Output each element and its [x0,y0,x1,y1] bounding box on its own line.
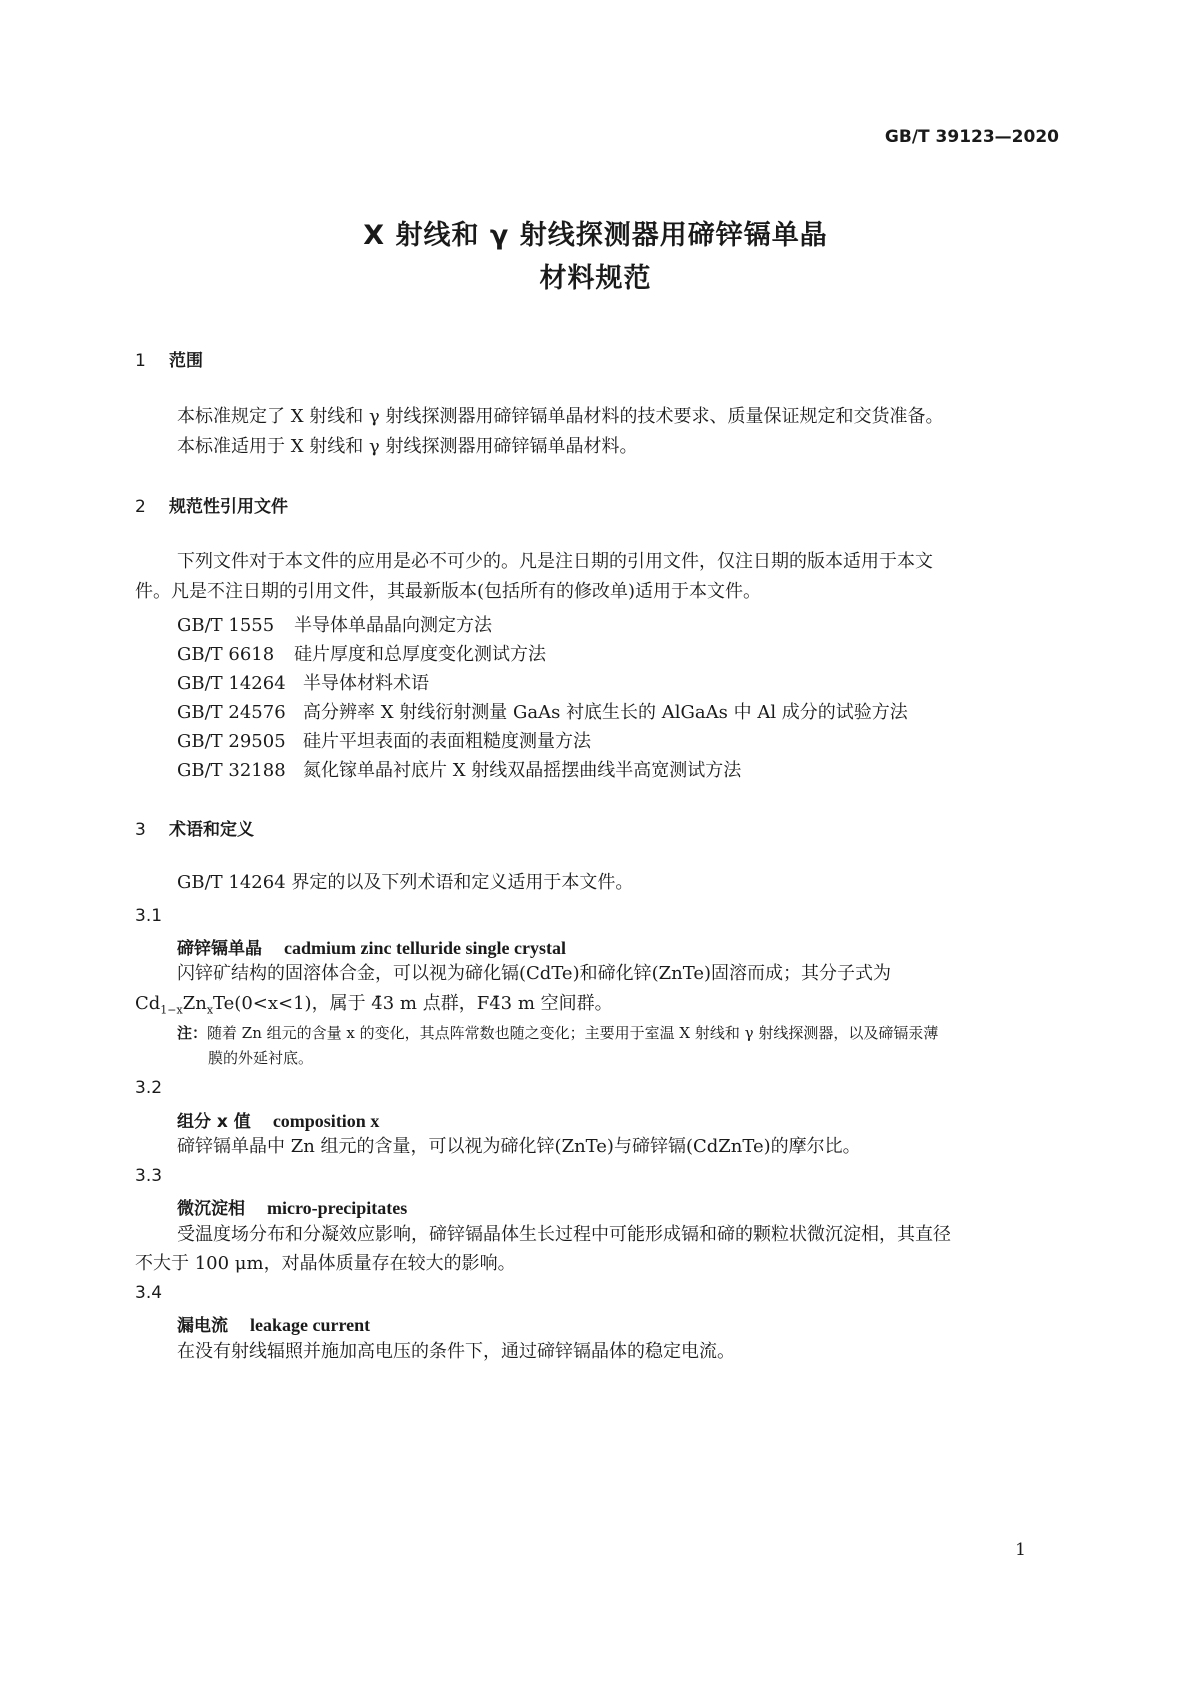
term-heading [177,1194,407,1219]
document-title-line1: X 射线和 γ 射线探测器用碲锌镉单晶 [363,220,828,251]
reference-item [177,669,429,695]
reference-title: 氮化镓单晶衬底片 X 射线双晶摇摆曲线半高宽测试方法 [303,760,742,781]
section-3-intro: GB/T 14264 界定的以及下列术语和定义适用于本文件。 [177,872,634,893]
reference-item [177,698,908,724]
term-zh: 组分 x 值 [177,1112,251,1132]
section-2-heading [135,492,288,517]
reference-code: GB/T 1555 [177,615,275,636]
reference-title: 高分辨率 X 射线衍射测量 GaAs 衬底生长的 AlGaAs 中 Al 成分的试验方法 [303,702,908,723]
note-text: 随着 Zn 组元的含量 x 的变化，其点阵常数也随之变化；主要用于室温 X 射线和 γ 射线探测器，以及碲镉汞薄 [207,1024,939,1042]
term-en: leakage current [250,1315,371,1335]
section-title: 术语和定义 [169,820,254,840]
term-note-line1 [177,1020,938,1046]
reference-code: GB/T 24576 [177,702,286,723]
section-number: 1 [135,351,146,371]
section-1-heading [135,346,203,371]
reference-code: GB/T 14264 [177,673,286,694]
formula-zn: Zn [182,993,207,1014]
term-en: composition x [272,1111,380,1131]
term-number: 3.2 [135,1078,163,1098]
formula-rest: Te(0<x<1)，属于 4̄3 m 点群，F4̄3 m 空间群。 [213,993,613,1014]
term-en: cadmium zinc telluride single crystal [284,938,566,958]
note-label: 注： [177,1024,208,1042]
term-definition-line2: 不大于 100 μm，对晶体质量存在较大的影响。 [135,1253,516,1274]
section-number: 3 [135,820,146,840]
document-title-line2: 材料规范 [539,263,652,294]
term-heading [177,934,566,959]
reference-item [177,640,546,666]
reference-item [177,756,741,782]
page-number: 1 [1015,1540,1026,1560]
term-definition-line1: 碲锌镉单晶中 Zn 组元的含量，可以视为碲化锌(ZnTe)与碲锌镉(CdZnTe)的摩尔比。 [177,1136,861,1157]
term-definition-line1: 在没有射线辐照并施加高电压的条件下，通过碲锌镉晶体的稳定电流。 [177,1341,735,1362]
section-2-intro-line2: 件。凡是不注日期的引用文件，其最新版本(包括所有的修改单)适用于本文件。 [135,581,762,602]
reference-title: 硅片厚度和总厚度变化测试方法 [294,644,546,665]
reference-code: GB/T 29505 [177,731,286,752]
term-number: 3.1 [135,906,163,926]
term-zh: 微沉淀相 [177,1199,245,1219]
term-heading [177,1107,379,1132]
reference-item [177,611,492,637]
section-1-paragraph-2: 本标准适用于 X 射线和 γ 射线探测器用碲锌镉单晶材料。 [177,436,638,457]
reference-code: GB/T 32188 [177,760,286,781]
term-definition-line1: 受温度场分布和分凝效应影响，碲锌镉晶体生长过程中可能形成镉和碲的颗粒状微沉淀相，其直径 [177,1224,951,1245]
section-title: 范围 [169,351,203,371]
formula-cd: Cd [135,993,161,1014]
term-definition-line1: 闪锌矿结构的固溶体合金，可以视为碲化镉(CdTe)和碲化锌(ZnTe)固溶而成；其分子式为 [177,963,892,984]
term-heading [177,1311,370,1336]
section-title: 规范性引用文件 [169,497,288,517]
term-note-line2: 膜的外延衬底。 [208,1049,314,1067]
formula-subscript: x [206,1003,214,1017]
term-number: 3.3 [135,1166,163,1186]
reference-item [177,727,591,753]
section-2-intro-line1: 下列文件对于本文件的应用是必不可少的。凡是注日期的引用文件，仅注日期的版本适用于本文 [177,551,933,572]
formula-subscript: 1−x [160,1003,183,1017]
term-zh: 碲锌镉单晶 [177,939,262,959]
reference-title: 半导体材料术语 [303,673,429,694]
section-1-paragraph-1: 本标准规定了 X 射线和 γ 射线探测器用碲锌镉单晶材料的技术要求、质量保证规定和交货准备。 [177,406,944,427]
term-zh: 漏电流 [177,1316,228,1336]
section-3-heading [135,815,254,840]
term-number: 3.4 [135,1283,163,1303]
reference-title: 硅片平坦表面的表面粗糙度测量方法 [303,731,591,752]
reference-title: 半导体单晶晶向测定方法 [294,615,492,636]
term-en: micro-precipitates [267,1198,408,1218]
reference-code: GB/T 6618 [177,644,275,665]
section-number: 2 [135,497,146,517]
standard-code: GB/T 39123—2020 [884,127,1059,147]
